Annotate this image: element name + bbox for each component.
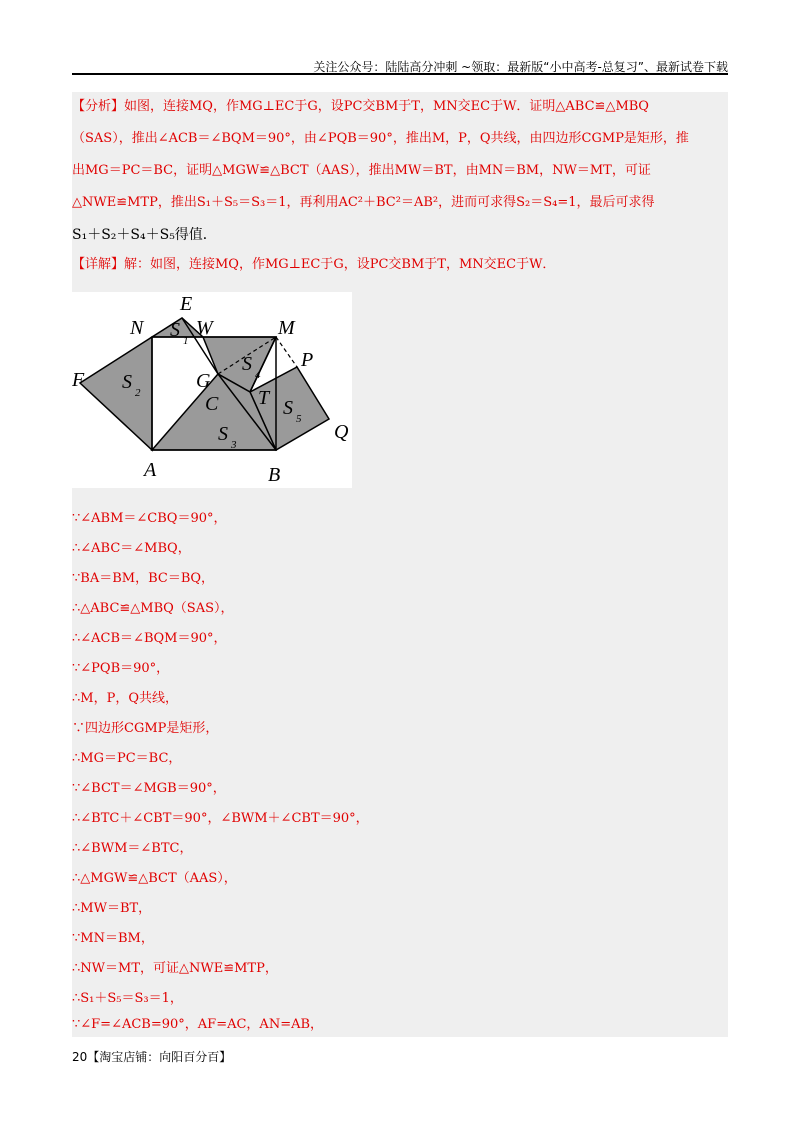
analysis-line-2: （SAS），推出∠ACB＝∠BQM＝90°，由∠PQB＝90°，推出M，P，Q共线，由四边形CGMP是矩形，推 bbox=[72, 131, 689, 146]
step-line-12: ∴∠BWM＝∠BTC， bbox=[72, 841, 193, 856]
label-s5-sub: 5 bbox=[296, 413, 302, 425]
step-line-7: ∴M，P，Q共线， bbox=[72, 691, 178, 706]
label-g: G bbox=[196, 370, 211, 392]
geometry-diagram bbox=[72, 292, 352, 488]
analysis-line-1: 【分析】如图，连接MQ，作MG⊥EC于G，设PC交BM于T，MN交EC于W．证明△ABC≌△MBQ bbox=[72, 99, 649, 114]
label-m: M bbox=[278, 317, 295, 339]
step-line-1: ∵∠ABM＝∠CBQ＝90°， bbox=[72, 511, 227, 526]
detail-line: 【详解】解：如图，连接MQ，作MG⊥EC于G，设PC交BM于T，MN交EC于W． bbox=[72, 257, 556, 272]
label-e: E bbox=[180, 293, 193, 315]
segment-mp bbox=[276, 337, 297, 367]
step-line-15: ∵MN＝BM， bbox=[72, 931, 154, 946]
label-s1: S bbox=[170, 319, 180, 341]
label-c: C bbox=[205, 393, 219, 415]
geometry-figure bbox=[72, 292, 352, 488]
header-divider bbox=[72, 73, 728, 75]
label-q: Q bbox=[334, 421, 349, 443]
step-line-2: ∴∠ABC＝∠MBQ， bbox=[72, 541, 191, 556]
step-line-8: ∵四边形CGMP是矩形， bbox=[72, 721, 219, 736]
label-w: W bbox=[196, 317, 213, 339]
triangle-s2 bbox=[80, 337, 152, 450]
label-b: B bbox=[268, 464, 281, 486]
label-s2-sub: 2 bbox=[135, 387, 141, 399]
label-s5: S bbox=[283, 397, 293, 419]
solution-panel bbox=[72, 92, 728, 1037]
label-s3-sub: 3 bbox=[231, 439, 237, 451]
step-line-4: ∴△ABC≌△MBQ（SAS）， bbox=[72, 601, 234, 616]
step-line-11: ∴∠BTC＋∠CBT＝90°，∠BWM＋∠CBT＝90°， bbox=[72, 811, 369, 826]
label-s1-sub: 1 bbox=[183, 335, 189, 347]
shop-label: 【淘宝店铺：向阳百分百】 bbox=[87, 1050, 232, 1064]
step-line-5: ∴∠ACB＝∠BQM＝90°， bbox=[72, 631, 227, 646]
step-line-13: ∴△MGW≌△BCT（AAS）， bbox=[72, 871, 237, 886]
label-p: P bbox=[301, 349, 314, 371]
step-line-10: ∵∠BCT＝∠MGB＝90°， bbox=[72, 781, 226, 796]
step-line-14: ∴MW＝BT， bbox=[72, 901, 152, 916]
label-s4: S bbox=[242, 353, 252, 375]
step-line-6: ∵∠PQB＝90°， bbox=[72, 661, 170, 676]
analysis-line-3: 出MG＝PC＝BC，证明△MGW≌△BCT（AAS），推出MW＝BT，由MN＝BM，NW＝MT，可证 bbox=[72, 163, 651, 178]
label-s2: S bbox=[122, 371, 132, 393]
step-line-9: ∴MG＝PC＝BC， bbox=[72, 751, 182, 766]
label-t: T bbox=[258, 387, 270, 409]
page-header: 关注公众号：陆陆高分冲刺 ~领取：最新版“小中高考-总复习”、最新试卷下载 bbox=[313, 60, 728, 74]
label-s4-sub: 4 bbox=[255, 369, 261, 381]
step-line-3: ∵BA＝BM，BC＝BQ， bbox=[72, 571, 215, 586]
step-line-16: ∴NW＝MT，可证△NWE≌MTP， bbox=[72, 961, 278, 976]
label-f: F bbox=[72, 369, 85, 391]
page-footer bbox=[72, 1048, 231, 1065]
label-n: N bbox=[130, 317, 144, 339]
label-a: A bbox=[144, 459, 157, 481]
step-line-17: ∴S₁＋S₅＝S₃＝1， bbox=[72, 991, 183, 1006]
page-number: 20 bbox=[72, 1050, 88, 1064]
analysis-line-4: △NWE≌MTP，推出S₁＋S₅＝S₃＝1，再利用AC²＋BC²＝AB²，进而可求得S₂＝S₄=1，最后可求得 bbox=[72, 195, 655, 210]
analysis-expression: S₁＋S₂＋S₄＋S₅得值． bbox=[72, 227, 217, 243]
step-line-18: ∵∠F=∠ACB=90°，AF=AC，AN=AB， bbox=[72, 1017, 324, 1032]
label-s3: S bbox=[218, 423, 228, 445]
